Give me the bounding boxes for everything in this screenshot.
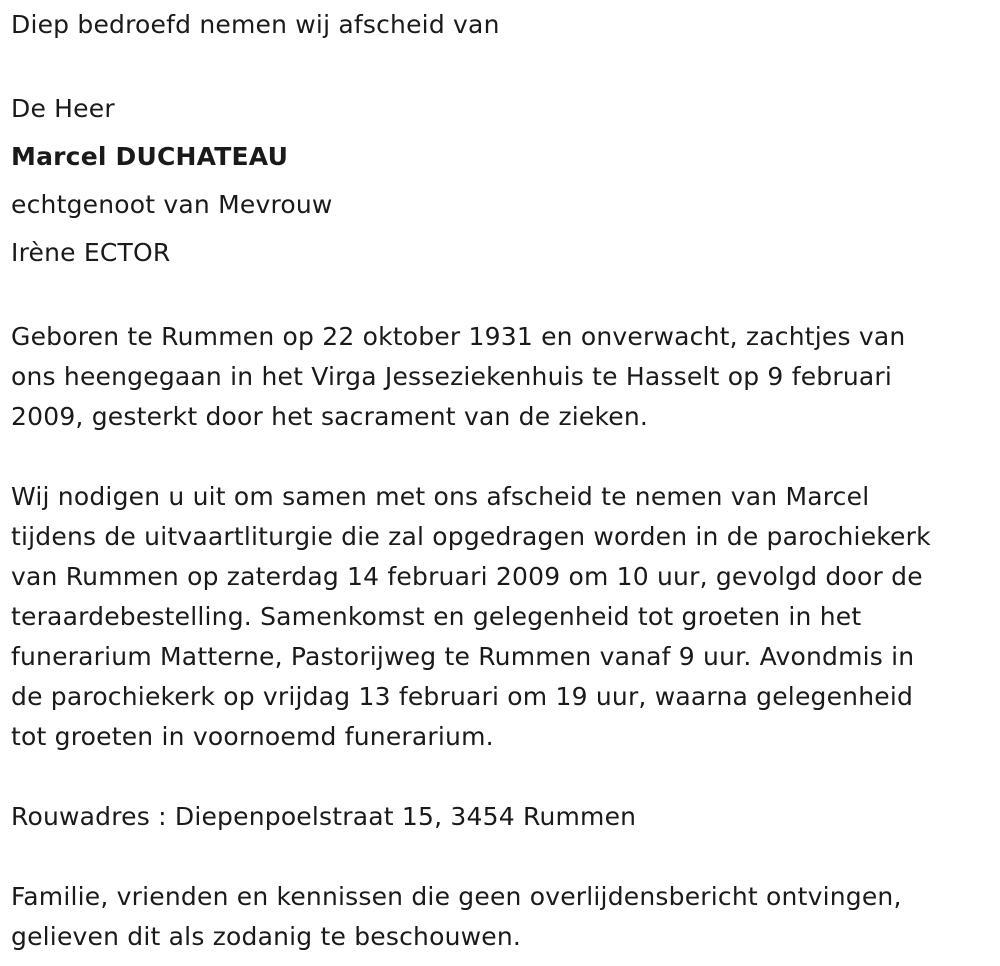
paragraph-line: 2009, gesterkt door het sacrament van de zieken. — [11, 402, 649, 431]
spouse-name: Irène ECTOR — [11, 238, 171, 267]
salutation: De Heer — [11, 94, 115, 123]
closing-paragraph — [11, 877, 991, 957]
spouse-label: echtgenoot van Mevrouw — [11, 190, 333, 219]
spacer — [11, 837, 991, 877]
paragraph-line: tot groeten in voornoemd funerarium. — [11, 722, 494, 751]
paragraph-line: de parochiekerk op vrijdag 13 februari om 19 uur, waarna gelegenheid — [11, 682, 914, 711]
paragraph-line: Familie, vrienden en kennissen die geen overlijdensbericht ontvingen, — [11, 882, 902, 911]
spacer — [11, 277, 991, 317]
paragraph-line: ons heengegaan in het Virga Jesseziekenhuis te Hasselt op 9 februari — [11, 362, 893, 391]
spacer — [11, 45, 991, 85]
funeral-paragraph — [11, 477, 991, 757]
deceased-name: Marcel DUCHATEAU — [11, 142, 289, 171]
paragraph-line: Wij nodigen u uit om samen met ons afscheid te nemen van Marcel — [11, 482, 870, 511]
mourning-address: Rouwadres : Diepenpoelstraat 15, 3454 Rummen — [11, 802, 637, 831]
paragraph-line: tijdens de uitvaartliturgie die zal opgedragen worden in de parochiekerk — [11, 522, 931, 551]
intro-line: Diep bedroefd nemen wij afscheid van — [11, 10, 500, 39]
paragraph-line: Geboren te Rummen op 22 oktober 1931 en onverwacht, zachtjes van — [11, 322, 906, 351]
paragraph-line: teraardebestelling. Samenkomst en gelegenheid tot groeten in het — [11, 602, 862, 631]
paragraph-line: gelieven dit als zodanig te beschouwen. — [11, 922, 522, 951]
spacer — [11, 757, 991, 797]
birth-paragraph — [11, 317, 991, 437]
spacer — [11, 437, 991, 477]
paragraph-line: van Rummen op zaterdag 14 februari 2009 om 10 uur, gevolgd door de — [11, 562, 923, 591]
obituary-notice — [11, 5, 991, 957]
paragraph-line: funerarium Matterne, Pastorijweg te Rummen vanaf 9 uur. Avondmis in — [11, 642, 915, 671]
